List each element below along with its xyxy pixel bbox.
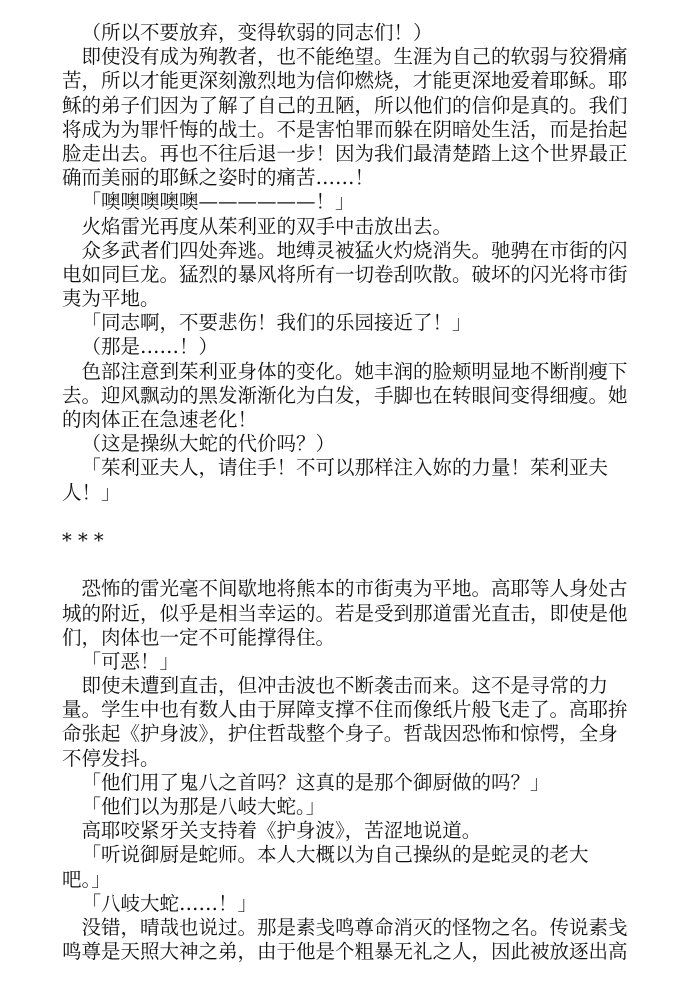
text-line: 「八岐大蛇……！」 <box>81 891 258 915</box>
text-line: 脸走出去。再也不往后退一步！因为我们最清楚踏上这个世界最正 <box>62 141 628 165</box>
text-line: 没错，晴哉也说过。那是素戋鸣尊命消灭的怪物之名。传说素戋 <box>81 915 628 939</box>
paragraph <box>62 916 700 964</box>
text-line: 命张起《护身波》，护住哲哉整个身子。哲哉因恐怖和惊愕，全身 <box>62 722 618 746</box>
paragraph <box>62 21 700 45</box>
paragraph <box>62 771 700 795</box>
paragraph <box>62 215 700 239</box>
text-line: 稣的弟子们因为了解了自己的丑陋，所以他们的信仰是真的。我们 <box>62 93 628 117</box>
text-line: 不停发抖。 <box>62 746 160 770</box>
paragraph <box>62 650 700 674</box>
text-line: 即使未遭到直击，但冲击波也不断袭击而来。这不是寻常的力 <box>81 674 609 698</box>
text-line: 众多武者们四处奔逃。地缚灵被猛火灼烧消失。驰骋在市街的闪 <box>81 238 628 262</box>
text-line: 「听说御厨是蛇师。本人大概以为自己操纵的是蛇灵的老大 <box>81 843 589 867</box>
text-line: 量。学生中也有数人由于屏障支撑不住而像纸片般飞走了。高耶拚 <box>62 698 628 722</box>
text-line: 电如同巨龙。猛烈的暴风将所有一切卷刮吹散。破坏的闪光将市街 <box>62 262 628 286</box>
text-line: 将成为为罪忏悔的战士。不是害怕罪而躲在阴暗处生活，而是抬起 <box>62 117 628 141</box>
text-line: 的肉体正在急速老化！ <box>62 408 258 431</box>
paragraph <box>62 190 700 214</box>
paragraph <box>62 239 700 312</box>
text-line: 苦，所以才能更深刻激烈地为信仰燃烧，才能更深地爱着耶稣。耶 <box>62 69 628 93</box>
text-line: 夷为平地。 <box>62 287 160 311</box>
text-line: 色部注意到茱利亚身体的变化。她丰润的脸颊明显地不断削瘦下 <box>81 359 628 383</box>
paragraph <box>62 795 700 819</box>
text-line: 城的附近，似乎是相当幸运的。若是受到那道雷光直击，即使是他 <box>62 601 628 625</box>
text-line: （那是……！） <box>81 335 219 359</box>
text-line: 鸣尊是天照大神之弟，由于他是个粗暴无礼之人，因此被放逐出高 <box>62 940 628 964</box>
scene-break: * * * <box>62 528 104 552</box>
section-1 <box>62 21 700 505</box>
text-line: 恐怖的雷光毫不间歇地将熊本的市街夷为平地。高耶等人身处古 <box>81 577 628 601</box>
section-2 <box>62 577 700 964</box>
paragraph <box>62 819 700 843</box>
text-line: 确而美丽的耶稣之姿时的痛苦……！ <box>62 166 375 190</box>
text-line: 高耶咬紧牙关支持着《护身波》，苦涩地说道。 <box>81 819 482 843</box>
text-line: 「他们以为那是八岐大蛇。」 <box>81 795 326 818</box>
text-line: 即使没有成为殉教者，也不能绝望。生涯为自己的软弱与狡猾痛 <box>81 45 628 69</box>
text-line: 「茱利亚夫人，请住手！不可以那样注入妳的力量！茱利亚夫 <box>81 456 609 480</box>
text-line: 「同志啊，不要悲伤！我们的乐园接近了！」 <box>81 311 472 335</box>
paragraph <box>62 843 700 891</box>
paragraph <box>62 335 700 359</box>
paragraph <box>62 577 700 650</box>
text-line: 火焰雷光再度从茱利亚的双手中击放出去。 <box>81 214 453 238</box>
paragraph <box>62 892 700 916</box>
paragraph <box>62 311 700 335</box>
text-line: 「噢噢噢噢噢——————！」 <box>81 190 355 214</box>
paragraph <box>62 456 700 504</box>
paragraph <box>62 360 700 433</box>
text-line: 人！」 <box>62 480 121 504</box>
text-line: （这是操纵大蛇的代价吗？） <box>81 432 336 456</box>
text-line: 们，肉体也一定不可能撑得住。 <box>62 625 336 649</box>
text-line: 「他们用了鬼八之首吗？这真的是那个御厨做的吗？」 <box>81 770 550 794</box>
paragraph <box>62 674 700 771</box>
text-line: （所以不要放弃，变得软弱的同志们！） <box>81 21 433 44</box>
text-line: 吧。」 <box>62 867 111 891</box>
text-line: 去。迎风飘动的黑发渐渐化为白发，手脚也在转眼间变得细瘦。她 <box>62 383 628 407</box>
paragraph <box>62 45 700 190</box>
text-line: 「可恶！」 <box>81 649 180 673</box>
paragraph <box>62 432 700 456</box>
